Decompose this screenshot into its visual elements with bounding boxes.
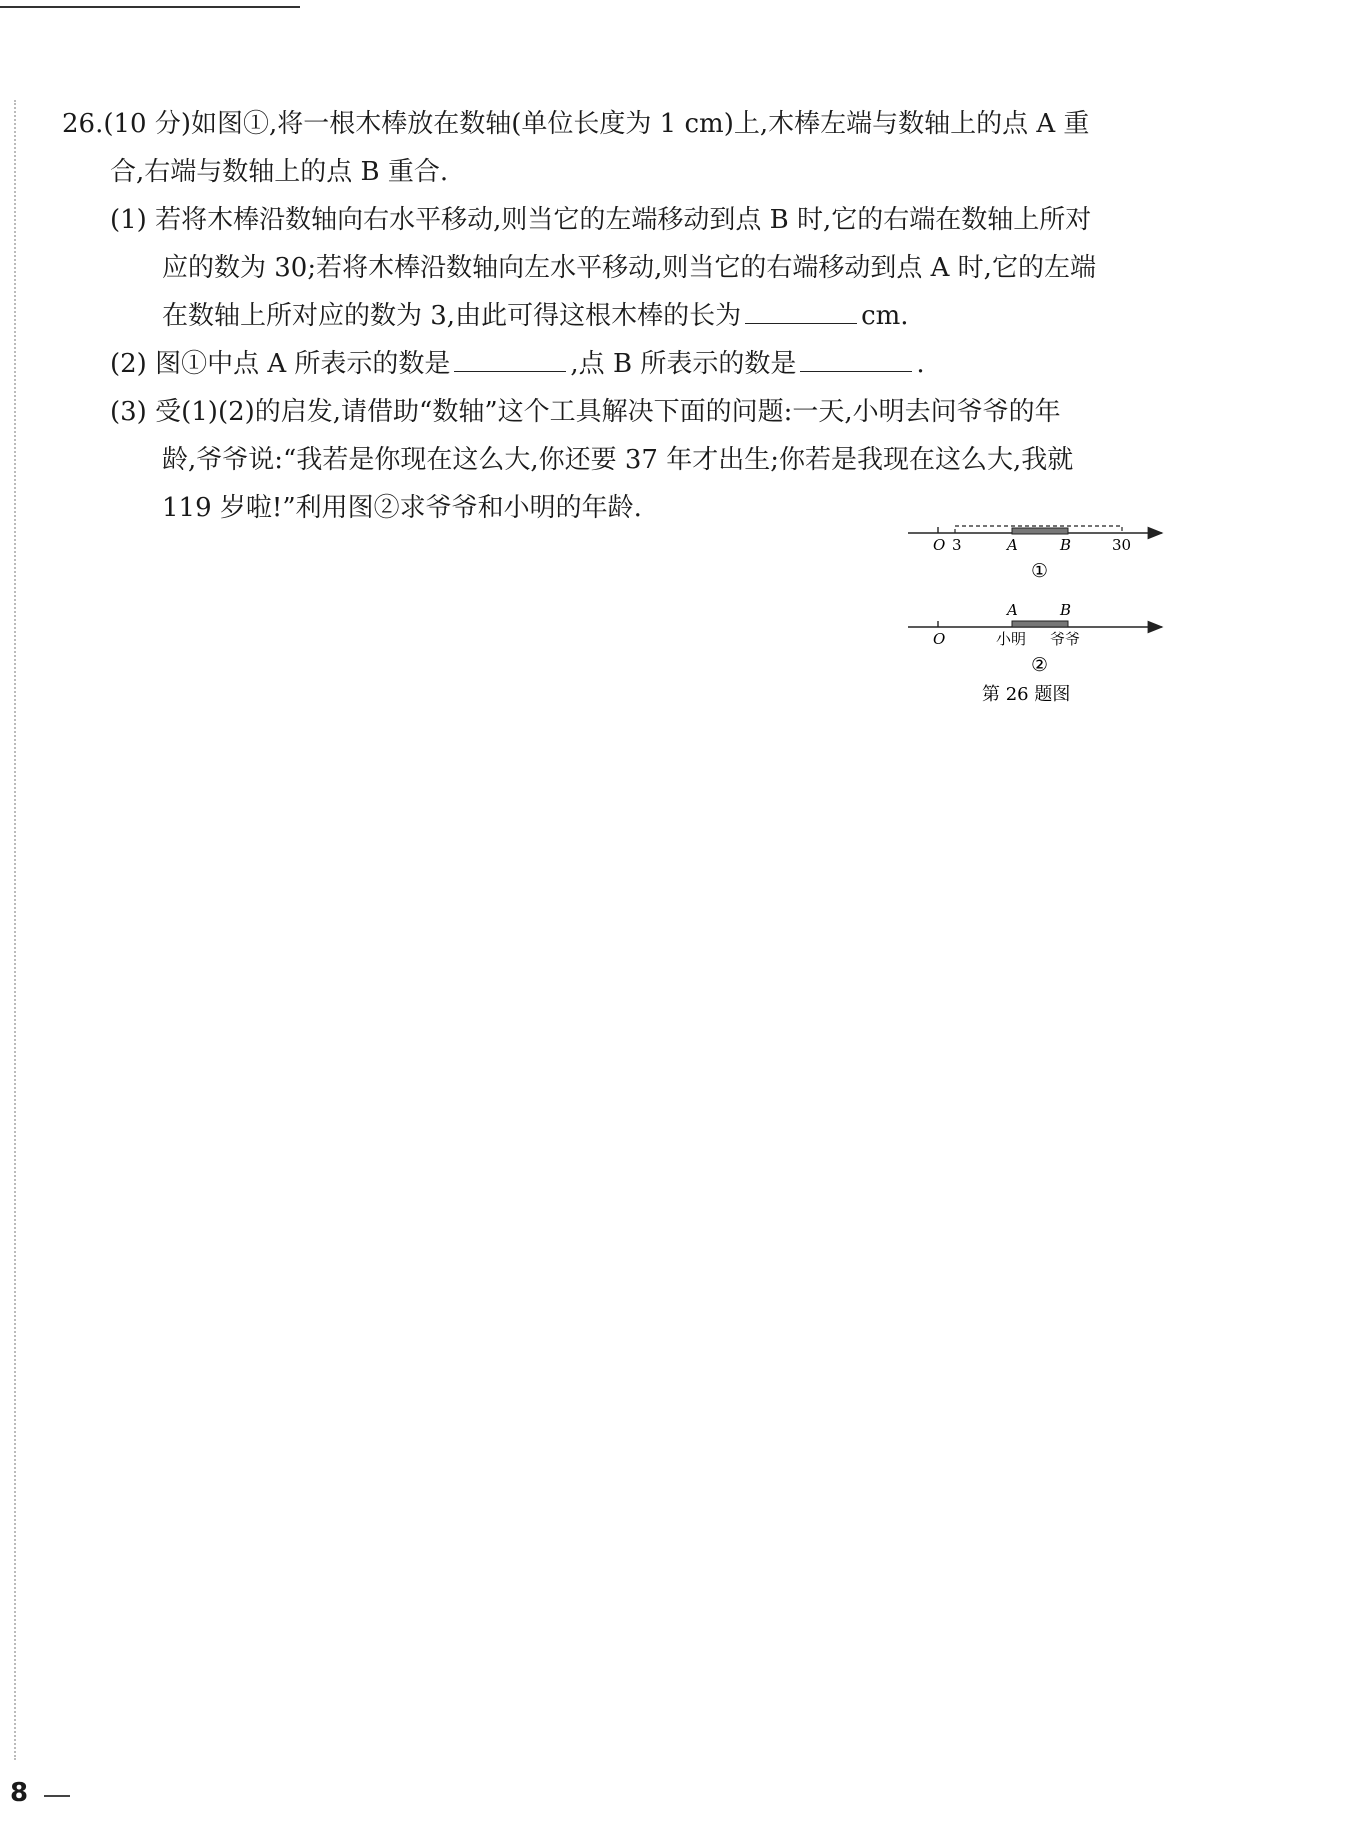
fig1-label: ① — [1031, 560, 1049, 582]
q1-line-2: 应的数为 30;若将木棒沿数轴向左水平移动,则当它的右端移动到点 A 时,它的左端 — [162, 253, 1096, 283]
q2-line — [62, 340, 1172, 388]
fig2-name-b: 爷爷 — [1050, 630, 1081, 648]
figure-caption: 第 26 题图 — [982, 684, 1071, 705]
fig1-tick-3: 3 — [952, 536, 962, 554]
stem-line-1 — [62, 100, 1172, 148]
q2-label: (2) — [110, 349, 147, 379]
stem-line-2: 合,右端与数轴上的点 B 重合. — [110, 157, 449, 187]
q2-text-c: . — [916, 349, 925, 379]
q1-text-3: 在数轴上所对应的数为 3,由此可得这根木棒的长为 — [162, 301, 742, 331]
fig1-tick-30: 30 — [1112, 536, 1132, 554]
q3-line-2: 龄,爷爷说:“我若是你现在这么大,你还要 37 年才出生;你若是我现在这么大,我就 — [162, 445, 1074, 475]
q3-text-1: 受(1)(2)的启发,请借助“数轴”这个工具解决下面的问题:一天,小明去问爷爷的年 — [155, 397, 1061, 427]
fig2-rod — [1012, 621, 1068, 627]
q2-text-b: ,点 B 所表示的数是 — [570, 349, 797, 379]
fig2-name-a: 小明 — [996, 630, 1027, 648]
q1-text-1: 若将木棒沿数轴向右水平移动,则当它的左端移动到点 B 时,它的右端在数轴上所对 — [155, 205, 1092, 235]
fig2-origin-label: O — [933, 630, 946, 648]
problem-26 — [62, 100, 1172, 532]
q1-line-3 — [62, 292, 1172, 340]
problem-number: 26. — [62, 109, 104, 139]
q1-label: (1) — [110, 205, 147, 235]
fig2-label: ② — [1031, 654, 1049, 676]
page-number: 8 — [10, 1778, 29, 1808]
fig2-point-a: A — [1007, 601, 1018, 619]
fig2-point-b: B — [1060, 601, 1072, 619]
q2-text-a: 图①中点 A 所表示的数是 — [155, 349, 451, 379]
answer-blank-length[interactable] — [745, 295, 857, 324]
q1-unit: cm. — [861, 301, 909, 331]
q3-label: (3) — [110, 397, 147, 427]
q3-line-1 — [62, 388, 1172, 436]
stem-text-1: 如图①,将一根木棒放在数轴(单位长度为 1 cm)上,木棒左端与数轴上的点 A 重 — [191, 109, 1090, 139]
fig1-rod — [1012, 528, 1068, 534]
top-rule — [0, 6, 300, 8]
number-line-figure — [900, 515, 1180, 725]
margin-dotted-line — [14, 100, 16, 1760]
fig1-origin-label: O — [933, 536, 946, 554]
figure-svg — [900, 515, 1180, 725]
fig1-point-a: A — [1007, 536, 1018, 554]
answer-blank-b[interactable] — [800, 343, 912, 372]
page-number-dash — [44, 1795, 70, 1797]
problem-score: (10 分) — [103, 109, 191, 139]
q3-line-3: 119 岁啦!”利用图②求爷爷和小明的年龄. — [162, 493, 642, 523]
q1-line-1 — [62, 196, 1172, 244]
fig1-point-b: B — [1060, 536, 1072, 554]
answer-blank-a[interactable] — [454, 343, 566, 372]
